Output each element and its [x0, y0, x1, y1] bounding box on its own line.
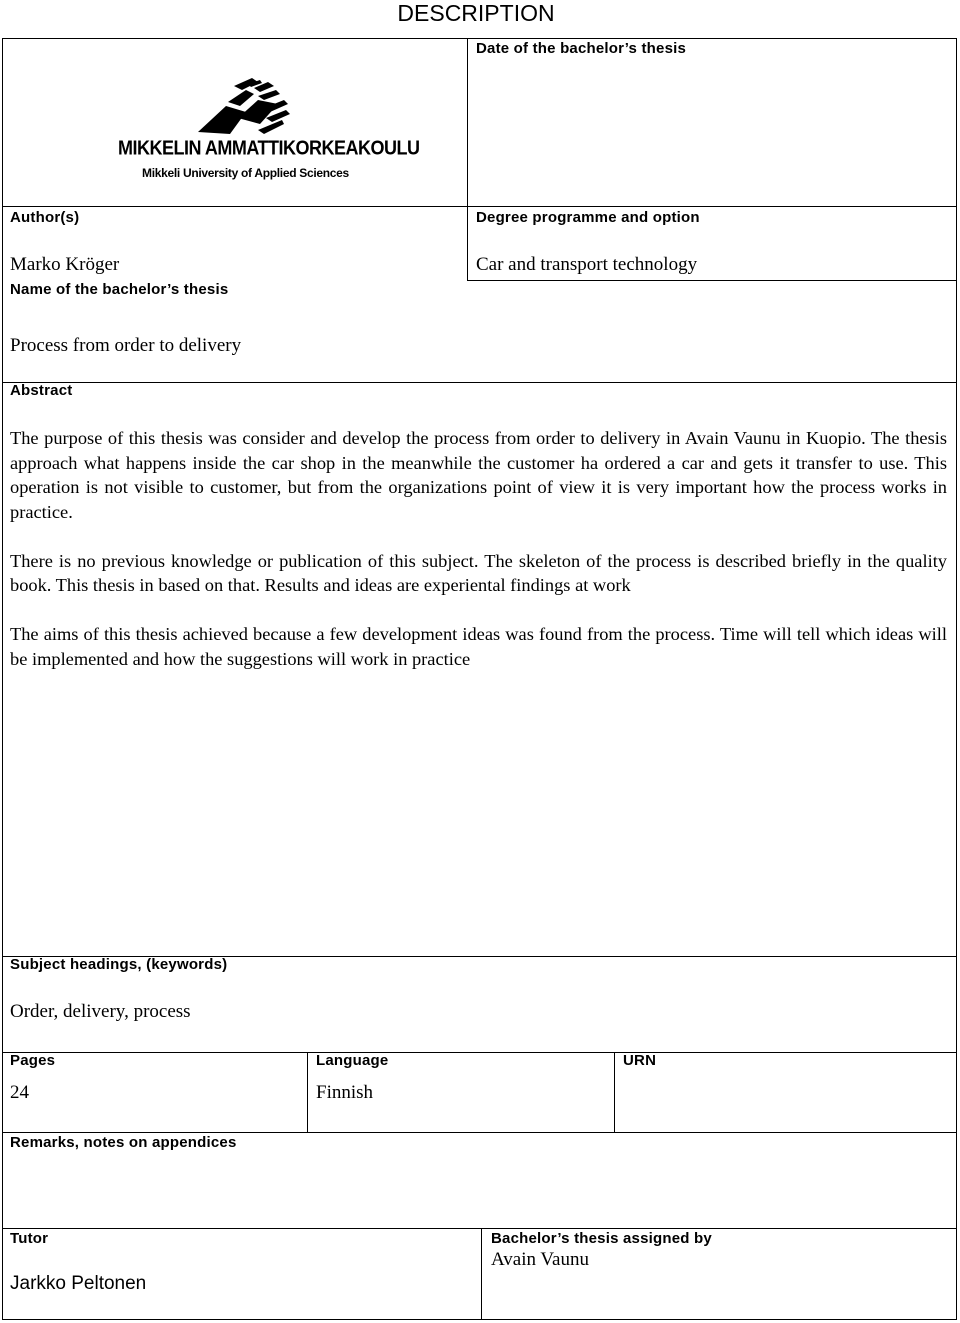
divider-tutor-assigned — [481, 1228, 482, 1320]
language-label: Language — [316, 1052, 389, 1069]
abstract-paragraph: The aims of this thesis achieved because a few development ideas was found from the process. Time will tell which ideas will be implemented and how the suggestions will work in practice — [10, 624, 947, 669]
language-value: Finnish — [316, 1082, 374, 1103]
assigned-label: Bachelor’s thesis assigned by — [491, 1230, 712, 1247]
divider-remarks-bottom — [2, 1228, 957, 1229]
pages-value: 24 — [10, 1082, 29, 1103]
logo-name-fi: MIKKELIN AMMATTIKORKEAKOULU — [118, 136, 420, 159]
form-frame — [2, 38, 957, 1320]
university-logo — [118, 78, 420, 188]
abstract-label: Abstract — [10, 382, 73, 399]
abstract-paragraph: There is no previous knowledge or publication of this subject. The skeleton of the process is described briefly in the quality book. This thesis in based on that. Results and ideas are experiental findings at work — [10, 550, 947, 595]
pages-label: Pages — [10, 1052, 56, 1069]
divider-pages-language — [307, 1052, 308, 1132]
divider-degree-bottom — [467, 280, 957, 281]
tutor-value: Jarkko Peltonen — [10, 1273, 147, 1294]
tutor-label: Tutor — [10, 1230, 49, 1247]
divider-language-urn — [614, 1052, 615, 1132]
university-logo-icon — [118, 78, 358, 138]
author-label: Author(s) — [10, 209, 80, 226]
abstract-body — [10, 426, 947, 671]
divider-top-vertical — [467, 38, 468, 281]
assigned-value: Avain Vaunu — [491, 1249, 589, 1270]
divider-subject-bottom — [2, 1052, 957, 1053]
urn-label: URN — [623, 1052, 657, 1069]
degree-value: Car and transport technology — [476, 254, 698, 275]
logo-name-en: Mikkeli University of Applied Sciences — [142, 166, 349, 180]
author-value: Marko Kröger — [10, 254, 120, 275]
subject-value: Order, delivery, process — [10, 1001, 191, 1022]
thesis-name-label: Name of the bachelor’s thesis — [10, 281, 229, 298]
date-label: Date of the bachelor’s thesis — [476, 40, 687, 57]
thesis-name-value: Process from order to delivery — [10, 335, 242, 356]
degree-label: Degree programme and option — [476, 209, 700, 226]
divider-title-bottom — [2, 382, 957, 383]
remarks-label: Remarks, notes on appendices — [10, 1134, 237, 1151]
divider-pages-bottom — [2, 1132, 957, 1133]
abstract-paragraph: The purpose of this thesis was consider and develop the process from order to delivery in Avain Vaunu in Kuopio. The thesis approach what happens inside the car shop in the meanwhile the customer ha ordered a car and gets it transfer to use. This operation is not visible to customer, but from the organizations point of view it is very important how the process works in practice. — [10, 428, 947, 522]
page-title: DESCRIPTION — [397, 0, 555, 26]
subject-label: Subject headings, (keywords) — [10, 956, 228, 973]
divider-logo-bottom — [2, 206, 957, 207]
